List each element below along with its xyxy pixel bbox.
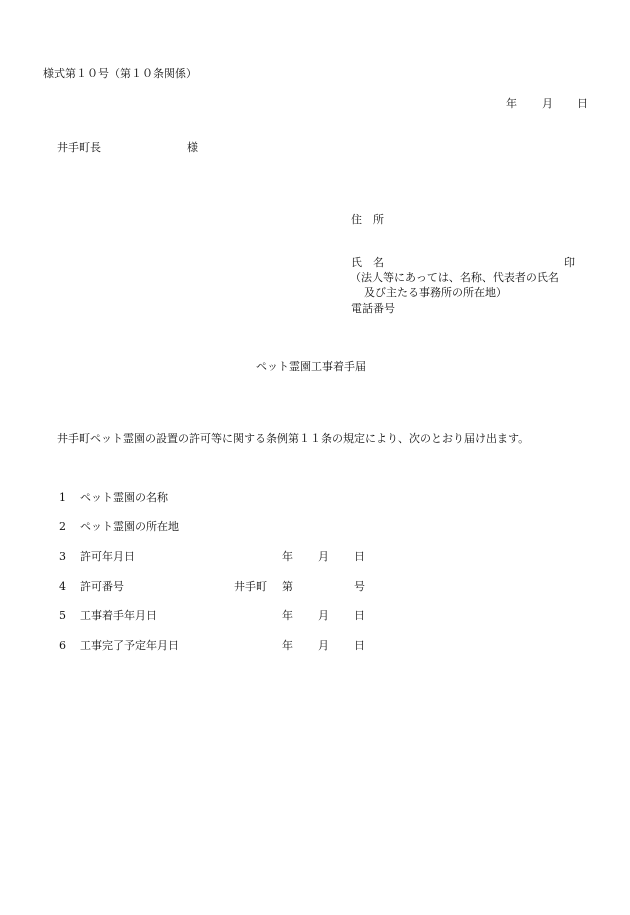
item-number: 4 [59, 580, 66, 593]
item-day: 日 [354, 609, 365, 622]
item-day: 日 [354, 639, 365, 652]
date-day: 日 [577, 97, 588, 110]
addressee-name: 井手町長 [57, 141, 101, 154]
phone-label: 電話番号 [351, 302, 395, 315]
item-number: 3 [59, 550, 66, 563]
item-go: 号 [354, 580, 365, 593]
form-number: 様式第１０号（第１０条関係） [43, 67, 197, 80]
addressee-honorific: 様 [187, 141, 198, 154]
item-dai: 第 [282, 580, 293, 593]
seal-mark: 印 [564, 256, 575, 269]
name-label: 氏 名 [351, 256, 384, 269]
address-label: 住 所 [351, 213, 384, 226]
item-month: 月 [318, 609, 329, 622]
item-number: 5 [59, 609, 66, 622]
item-year: 年 [282, 550, 293, 563]
item-label: 工事完了予定年月日 [80, 639, 179, 652]
item-year: 年 [282, 609, 293, 622]
item-number: 6 [59, 639, 66, 652]
document-title: ペット霊園工事着手届 [256, 360, 366, 373]
corporation-note-line1: （法人等にあっては、名称、代表者の氏名 [350, 271, 559, 284]
item-town: 井手町 [234, 580, 267, 593]
item-label: 許可番号 [80, 580, 124, 593]
item-label: ペット霊園の所在地 [80, 520, 179, 533]
item-number: 2 [59, 520, 66, 533]
item-month: 月 [318, 550, 329, 563]
date-year: 年 [506, 97, 517, 110]
item-day: 日 [354, 550, 365, 563]
item-label: ペット霊園の名称 [80, 491, 168, 504]
item-year: 年 [282, 639, 293, 652]
item-label: 工事着手年月日 [80, 609, 157, 622]
item-number: 1 [59, 491, 66, 504]
item-month: 月 [318, 639, 329, 652]
body-text: 井手町ペット霊園の設置の許可等に関する条例第１１条の規定により、次のとおり届け出ます。 [57, 432, 530, 445]
corporation-note-line2: 及び主たる事務所の所在地） [364, 286, 507, 299]
date-month: 月 [542, 97, 553, 110]
item-label: 許可年月日 [80, 550, 135, 563]
